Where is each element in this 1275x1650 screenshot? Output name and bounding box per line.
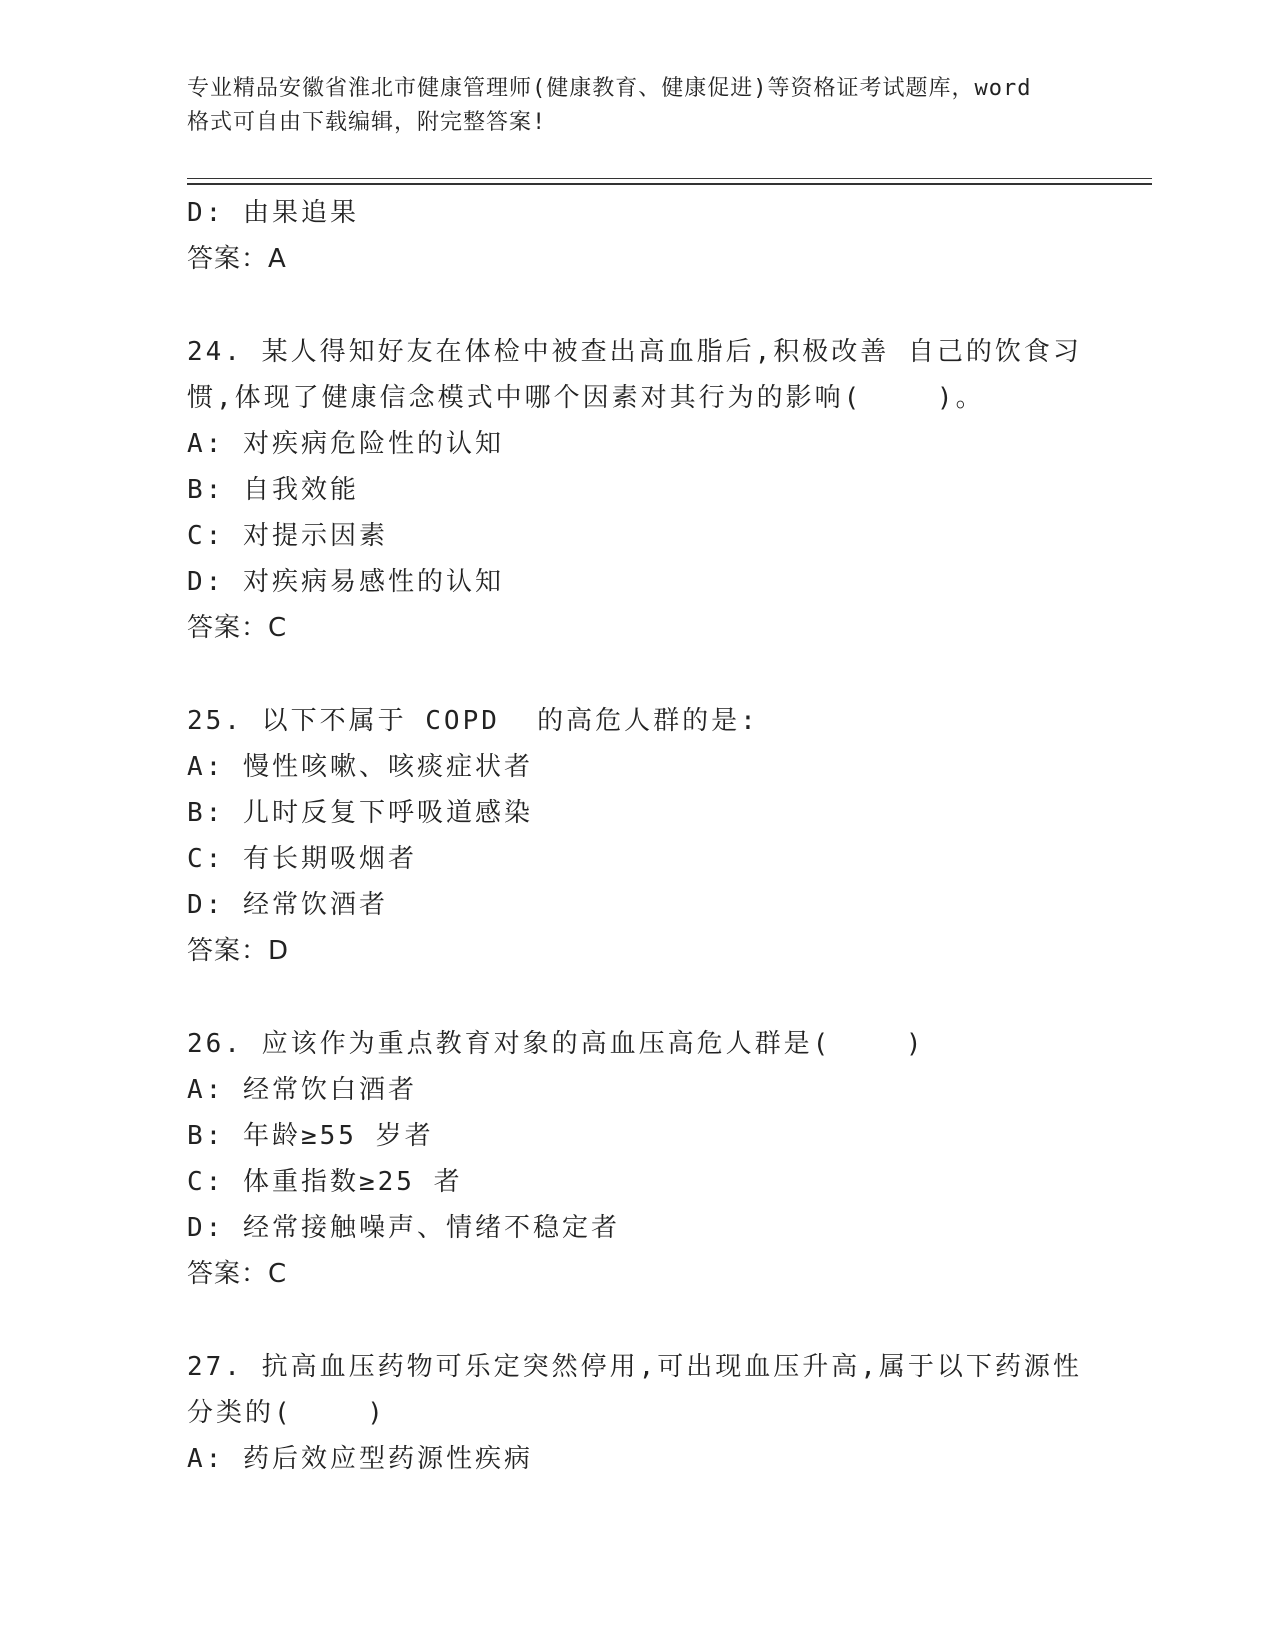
answer: 答案：D xyxy=(187,936,290,966)
question-25 xyxy=(187,698,1087,974)
option-a: A: 对疾病危险性的认知 xyxy=(187,429,504,459)
question-26 xyxy=(187,1021,1087,1297)
question-27 xyxy=(187,1344,1087,1482)
question-text-line: 26. 应该作为重点教育对象的高血压高危人群是( ) xyxy=(187,1029,925,1059)
option-d: D: 经常接触噪声、情绪不稳定者 xyxy=(187,1213,620,1243)
option-c: C: 有长期吸烟者 xyxy=(187,844,417,874)
answer: 答案：A xyxy=(187,244,287,274)
option-c: C: 对提示因素 xyxy=(187,521,388,551)
answer: 答案：C xyxy=(187,613,288,643)
option-a: A: 药后效应型药源性疾病 xyxy=(187,1444,533,1474)
option-a: A: 慢性咳嗽、咳痰症状者 xyxy=(187,752,533,782)
header-divider-thin xyxy=(187,178,1152,179)
document-header xyxy=(187,72,1087,140)
question-text-line: 27. 抗高血压药物可乐定突然停用,可出现血压升高,属于以下药源性 xyxy=(187,1352,1082,1382)
option-d: D: 由果追果 xyxy=(187,198,359,228)
header-divider-thick xyxy=(187,183,1152,185)
option-d: D: 经常饮酒者 xyxy=(187,890,388,920)
option-b: B: 年龄≥55 岁者 xyxy=(187,1121,434,1151)
option-d: D: 对疾病易感性的认知 xyxy=(187,567,504,597)
option-b: B: 儿时反复下呼吸道感染 xyxy=(187,798,533,828)
answer: 答案：C xyxy=(187,1259,288,1289)
option-b: B: 自我效能 xyxy=(187,475,359,505)
header-line-1: 专业精品安徽省淮北市健康管理师(健康教育、健康促进)等资格证考试题库，word xyxy=(187,76,1032,101)
question-text-line: 24. 某人得知好友在体检中被查出高血脂后,积极改善 自己的饮食习 xyxy=(187,337,1082,367)
option-a: A: 经常饮白酒者 xyxy=(187,1075,417,1105)
question-text-line: 惯,体现了健康信念模式中哪个因素对其行为的影响( )。 xyxy=(187,383,985,413)
option-c: C: 体重指数≥25 者 xyxy=(187,1167,463,1197)
header-line-2: 格式可自由下载编辑，附完整答案! xyxy=(187,110,547,135)
question-24 xyxy=(187,329,1087,651)
question-text-line: 25. 以下不属于 COPD 的高危人群的是: xyxy=(187,706,759,736)
question-content xyxy=(187,190,1087,1482)
question-text-line: 分类的( ) xyxy=(187,1398,386,1428)
